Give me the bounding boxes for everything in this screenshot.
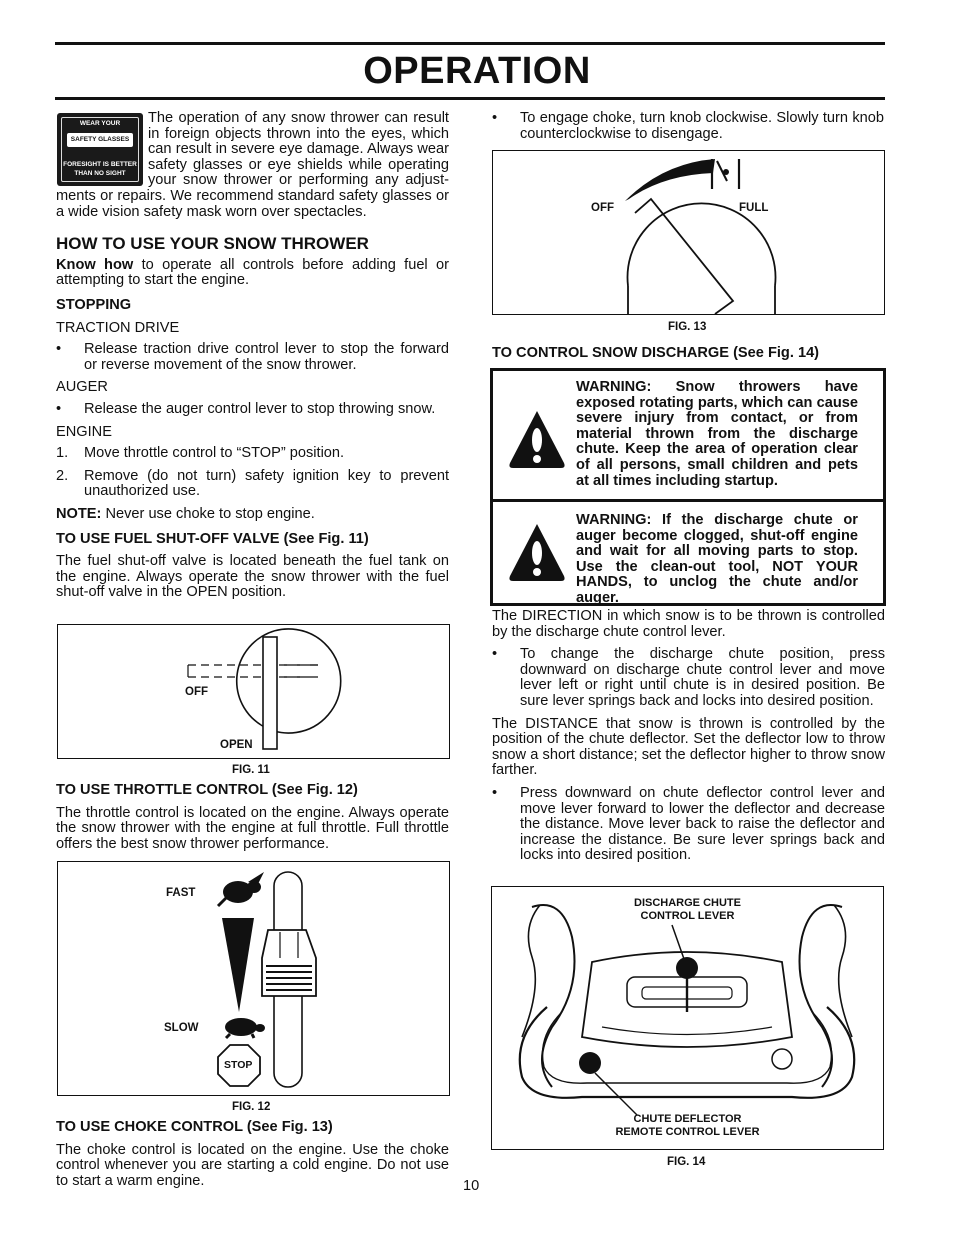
- fig-11-box: [57, 624, 450, 759]
- choke-bullet-text: To engage choke, turn knob clockwise. Slowly turn knob counterclockwise to disengage.: [520, 110, 884, 142]
- choke-drawing: [493, 151, 884, 314]
- direction-bullet-text: To change the discharge chute position, press downward on discharge chute control lever and move lever left or right until chute is in desired position. Be sure lever springs back and locks into desired position.: [520, 646, 885, 709]
- warning-box-1: [490, 368, 886, 505]
- fig13-off-label: OFF: [591, 202, 614, 214]
- throttle-text: The throttle control is located on the engine. Always operate the snow thrower with the engine at full throttle. Full throttle offers the best snow thrower performance.: [56, 804, 449, 852]
- note-paragraph: [56, 507, 449, 523]
- badge-line4: THAN NO SIGHT: [74, 170, 126, 177]
- distance-bullet: • Press downward on chute deflector control lever and move lever forward to lower the deflector and decrease the distance. Move lever back to raise the deflector and increase the distance. Be sure lever springs back and locks into desired position.: [492, 784, 885, 864]
- choke-heading: TO USE CHOKE CONTROL (See Fig. 13): [56, 1119, 333, 1135]
- engine-step-2: [56, 469, 449, 500]
- snow-thrower-drawing: [492, 887, 883, 1149]
- intro-rest: ments or repairs. We recommend standard safety glasses or a wide vision safety mask worn over spectacles.: [56, 187, 449, 220]
- engine-step-2-text: Remove (do not turn) safety ignition key to prevent unauthorized use.: [84, 467, 449, 500]
- fig-14-caption: FIG. 14: [667, 1156, 706, 1168]
- fig12-stop-label: STOP: [224, 1059, 253, 1071]
- fig-12-caption: FIG. 12: [232, 1101, 271, 1113]
- auger-bullet: • Release the auger control lever to stop throwing snow.: [56, 400, 436, 417]
- fig-12-box: [57, 861, 450, 1096]
- badge-line2-text: SAFETY GLASSES: [70, 136, 130, 143]
- fig14-top-label-2: CONTROL LEVER: [640, 910, 735, 922]
- intro-line5: your snow thrower or performing any adjust-: [148, 172, 449, 189]
- warning-triangle-icon-2: [493, 502, 573, 600]
- fig11-open-label: OPEN: [220, 739, 253, 751]
- page-title: OPERATION: [363, 50, 591, 92]
- warning-triangle-icon: [493, 371, 573, 496]
- traction-bullet: • Release traction drive control lever to stop the forward or reverse movement of the snow thrower.: [56, 341, 449, 373]
- badge-line1: WEAR YOUR: [79, 120, 121, 127]
- step-1-number: 1.: [56, 445, 69, 462]
- discharge-heading-wrap: [492, 346, 884, 362]
- fig-13-box: [492, 150, 885, 315]
- note-bold: NOTE:: [56, 505, 102, 522]
- intro-line3: can result in severe eye damage. Always wear: [148, 141, 449, 158]
- warning-box-2: [490, 499, 886, 606]
- warning-2-text: WARNING: If the discharge chute or auger become clogged, shut-off engine and wait for all moving parts to stop. Use the clean-out tool, NOT YOUR HANDS, to unclog the chute and/or auger.: [576, 512, 858, 606]
- badge-line3: FORESIGHT IS BETTER: [63, 161, 137, 168]
- step-2-number: 2.: [56, 467, 69, 484]
- fuel-valve-drawing: [58, 625, 449, 758]
- fig14-bottom-label-1: CHUTE DEFLECTOR: [633, 1113, 742, 1125]
- fig14-bottom-label-2: REMOTE CONTROL LEVER: [615, 1126, 760, 1138]
- know-how-rest: to operate all controls before adding fuel or attempting to start the engine.: [56, 256, 449, 289]
- choke-bullet: • To engage choke, turn knob clockwise. Slowly turn knob counterclockwise to disengage.: [492, 110, 884, 142]
- fuel-text: The fuel shut-off valve is located beneath the fuel tank on the engine. Always operate the snow thrower with the fuel shut-off valve in the OPEN position.: [56, 553, 449, 601]
- throttle-drawing: [58, 862, 449, 1095]
- warning-1-text: WARNING: Snow throwers have exposed rotating parts, which can cause severe injury from contact, or from material thrown from the discharge chute. Keep the area of operation clear of all persons, small children and pets at all times including startup.: [576, 379, 858, 489]
- know-how-paragraph: [56, 258, 449, 289]
- fig-11-caption: FIG. 11: [232, 764, 270, 776]
- left-column: [56, 111, 449, 601]
- discharge-heading: TO CONTROL SNOW DISCHARGE (See Fig. 14): [492, 345, 820, 361]
- direction-bullet: • To change the discharge chute position, press downward on discharge chute control lever and move lever left or right until chute is in desired position. Be sure lever springs back and locks into desired position.: [492, 646, 885, 709]
- auger-label: AUGER: [56, 379, 108, 396]
- fig-14-box: [491, 886, 884, 1150]
- top-rule: [55, 42, 885, 45]
- traction-bullet-text: Release traction drive control lever to stop the forward or reverse movement of the snow thrower.: [84, 341, 449, 373]
- intro-line1: The operation of any snow thrower can result: [148, 110, 449, 126]
- note-rest: Never use choke to stop engine.: [101, 505, 315, 522]
- fig13-full-label: FULL: [739, 202, 769, 214]
- intro-line4: safety glasses or eye shields while operating: [148, 156, 449, 173]
- auger-bullet-text: Release the auger control lever to stop throwing snow.: [84, 400, 436, 417]
- engine-label: ENGINE: [56, 423, 112, 440]
- throttle-section: [56, 783, 449, 852]
- right-column-bottom: [492, 609, 885, 864]
- fig14-top-label-1: DISCHARGE CHUTE: [634, 897, 741, 909]
- intro-line2: in foreign objects thrown into the eyes, which: [148, 125, 449, 142]
- distance-bullet-text: Press downward on chute deflector control lever and move lever forward to lower the deflector and decrease the distance. Move lever back to raise the deflector and increase the distance. Be sure lever springs back and locks into desired position.: [520, 784, 885, 864]
- throttle-heading: TO USE THROTTLE CONTROL (See Fig. 12): [56, 782, 358, 798]
- title-rule: [55, 97, 885, 100]
- traction-label: TRACTION DRIVE: [56, 319, 180, 336]
- engine-step-1: [56, 446, 449, 462]
- choke-section: [56, 1120, 449, 1189]
- direction-text: The DIRECTION in which snow is to be thrown is controlled by the discharge chute control lever.: [492, 608, 885, 640]
- fuel-heading: TO USE FUEL SHUT-OFF VALVE (See Fig. 11): [56, 531, 369, 548]
- distance-text: The DISTANCE that snow is thrown is controlled by the position of the chute deflector. Set the deflector low to throw snow a short distance; set the deflector higher to throw snow farther.: [492, 715, 885, 779]
- fig12-fast-label: FAST: [166, 887, 196, 899]
- fig11-off-label: OFF: [185, 686, 208, 698]
- choke-text: The choke control is located on the engine. Use the choke control whenever you are starting a cold engine. Do not use to start a warm engine.: [56, 1141, 449, 1189]
- know-how-bold: Know how: [56, 256, 134, 273]
- how-to-heading: HOW TO USE YOUR SNOW THROWER: [56, 234, 369, 254]
- right-column-top: [492, 111, 884, 142]
- page-number: 10: [463, 1178, 480, 1194]
- stopping-heading: STOPPING: [56, 296, 132, 313]
- engine-step-1-text: Move throttle control to “STOP” position.: [84, 445, 345, 462]
- fig-13-caption: FIG. 13: [668, 321, 707, 333]
- fig12-slow-label: SLOW: [164, 1022, 199, 1034]
